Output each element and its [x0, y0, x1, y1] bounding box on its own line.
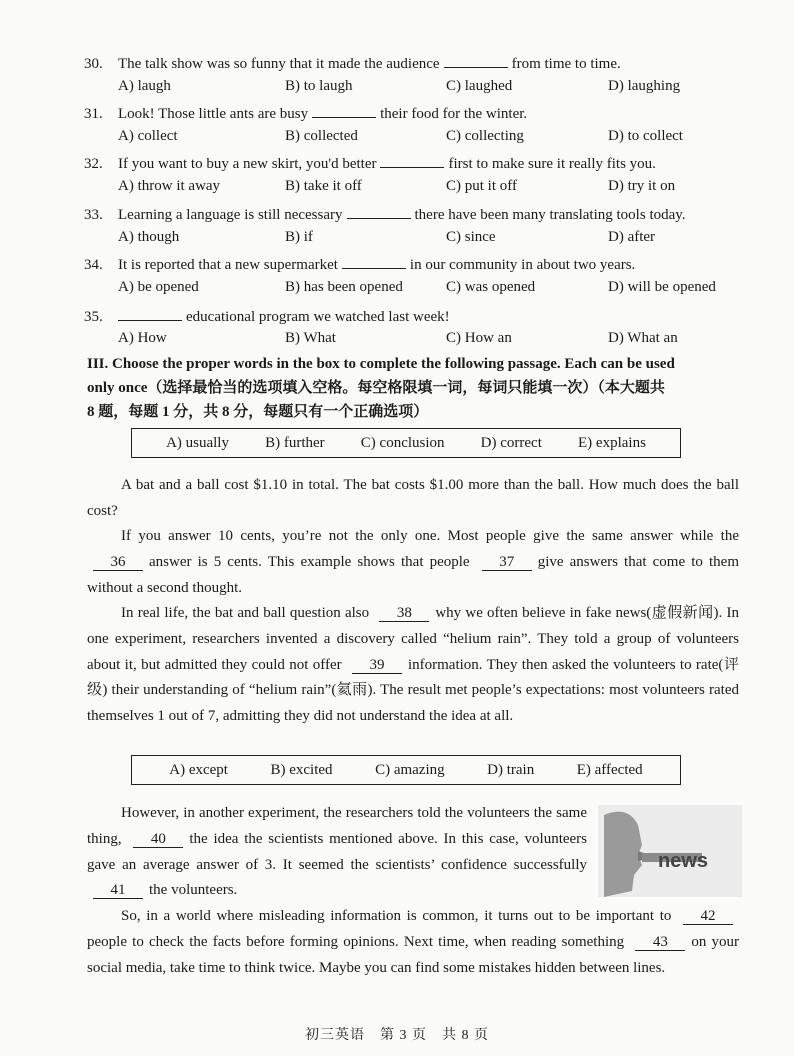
- blank-38: 38: [379, 605, 429, 622]
- question-33: 33. Learning a language is still necessary there have been many translating tools today.: [84, 204, 686, 224]
- news-face-illustration: [598, 805, 742, 897]
- blank-36: 36: [93, 554, 143, 571]
- option-a: A) collect: [118, 128, 178, 144]
- option-a: A) laugh: [118, 78, 171, 94]
- question-31: 31. Look! Those little ants are busy their food for the winter.: [84, 103, 527, 123]
- question-30: 30. The talk show was so funny that it made the audience from time to time.: [84, 53, 621, 73]
- option-d: D) to collect: [608, 128, 683, 144]
- option-b: B) collected: [285, 128, 358, 144]
- answer-blank: [444, 53, 508, 68]
- passage-paragraph-2: If you answer 10 cents, you’re not the only one. Most people give the same answer while the 36 answer is 5 cents. This example shows that people 37 give answers that come to them without a second thought.: [87, 528, 740, 596]
- svg-text:news: news: [658, 850, 709, 872]
- answer-blank: [347, 204, 411, 219]
- option-d: D) try it on: [608, 178, 676, 194]
- option-b: B) if: [285, 229, 313, 245]
- option-b: B) What: [285, 330, 336, 346]
- blank-40: 40: [133, 831, 183, 848]
- passage-paragraph-5: So, in a world where misleading information is common, it turns out to be important to 42people to check the facts before forming opinions. Next time, when reading something 43 on your social media, take time to think twice. Maybe you can find some mistakes hidden between lines.: [87, 908, 740, 976]
- page-footer: 初三英语 第 3 页 共 8 页: [305, 1028, 489, 1043]
- passage-paragraph-3: In real life, the bat and ball question also 38 why we often believe in fake news(虚假新闻). In one experiment, researchers invented a discovery called “helium rain”. They told a group of volunteers about it, but admitted they could not offer 39 information. They then asked the volunteers to rate(评级) their understanding of “helium rain”(氦雨). The result met people’s expectations: most volunteers rated themselves 1 out of 7, admitting they did not understand the idea at all.: [87, 605, 739, 725]
- option-a: A) though: [118, 229, 180, 245]
- option-c: C) put it off: [446, 178, 517, 194]
- option-b: B) has been opened: [285, 279, 403, 295]
- blank-37: 37: [482, 554, 532, 571]
- option-d: D) laughing: [608, 78, 681, 94]
- answer-blank: [380, 153, 444, 168]
- option-c: C) since: [446, 229, 496, 245]
- option-a: A) How: [118, 330, 167, 346]
- option-c: C) collecting: [446, 128, 524, 144]
- option-a: A) throw it away: [118, 178, 221, 194]
- section-3-instructions: III. Choose the proper words in the box to complete the following passage. Each can be used only once（选择最恰当的选项填入空格。每空格限填一词，每词只能填一次）（本大题共 8 题，每题 1 分，共 8 分，每题只有一个正确选项）: [87, 356, 675, 420]
- option-d: D) after: [608, 229, 656, 245]
- word-box-2: A) except B) excited C) amazing D) train E) affected: [131, 755, 681, 785]
- option-a: A) be opened: [118, 279, 199, 295]
- blank-42: 42: [683, 908, 733, 925]
- passage-paragraph-1: A bat and a ball cost $1.10 in total. The bat costs $1.00 more than the ball. How much does the ball cost?: [87, 477, 739, 519]
- question-35: 35. educational program we watched last week!: [84, 306, 450, 326]
- answer-blank: [312, 103, 376, 118]
- option-c: C) was opened: [446, 279, 536, 295]
- blank-43: 43: [635, 934, 685, 951]
- option-b: B) take it off: [285, 178, 362, 194]
- question-32: 32. If you want to buy a new skirt, you'd better first to make sure it really fits you.: [84, 153, 656, 173]
- question-34: 34. It is reported that a new supermarket in our community in about two years.: [84, 254, 635, 274]
- word-box-1: A) usually B) further C) conclusion D) correct E) explains: [131, 428, 681, 458]
- blank-41: 41: [93, 882, 143, 899]
- option-d: D) What an: [608, 330, 678, 346]
- answer-blank: [342, 254, 406, 269]
- option-c: C) How an: [446, 330, 512, 346]
- option-d: D) will be opened: [608, 279, 716, 295]
- answer-blank: [118, 306, 182, 321]
- option-c: C) laughed: [446, 78, 513, 94]
- option-b: B) to laugh: [285, 78, 353, 94]
- passage-paragraph-4: However, in another experiment, the researchers told the volunteers the same thing, 40 the idea the scientists mentioned above. In this case, volunteers gave an average answer of 3. It seemed the scientists’ confidence successfully 41 the volunteers.: [87, 805, 588, 899]
- blank-39: 39: [352, 657, 402, 674]
